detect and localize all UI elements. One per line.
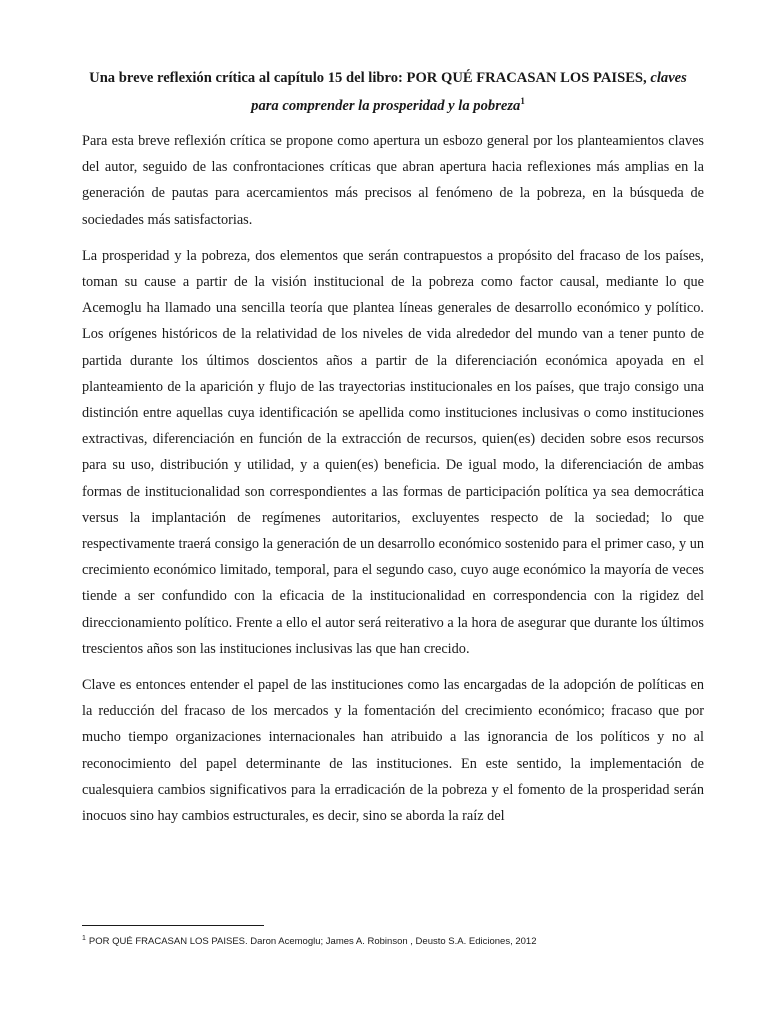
title-line-1	[70, 64, 706, 92]
body-paragraph-2: La prosperidad y la pobreza, dos elementos que serán contrapuestos a propósito del fracaso de los países, toman su cause a partir de la visión institucional de la pobreza como factor causal, mediante lo que Acemoglu ha llamado una sencilla teoría que plantea líneas generales de desarrollo económico y político. Los orígenes históricos de la relatividad de los niveles de vida alrededor del mundo van a tener punto de partida durante los últimos doscientos años a partir de la diferenciación económica apoyada en el planteamiento de la aparición y flujo de las trayectorias institucionales en los países, que trajo consigo una distinción entre aquellas cuya identificación se apellida como instituciones inclusivas o como instituciones extractivas, diferenciación en función de la extracción de recursos, quien(es) deciden sobre esos recursos para su uso, distribución y utilidad, y a quien(es) beneficia. De igual modo, la diferenciación de ambas formas de institucionalidad son correspondientes a las formas de participación política ya sea democrática versus la implantación de regímenes autoritarios, excluyentes respecto de la sociedad; lo que respectivamente traerá consigo la generación de un desarrollo económico sostenido para el primer caso, y un crecimiento económico limitado, temporal, para el segundo caso, cuyo auge económico la mayoría de veces tiende a ser confundido con la eficacia de la institucionalidad en correspondencia con la rigidez del direccionamiento político. Frente a ello el autor será reiterativo a la hora de asegurar que durante los últimos trescientos años son las instituciones inclusivas las que han crecido.	[82, 247, 704, 657]
footnote-marker: 1	[82, 935, 86, 942]
footnote	[82, 935, 704, 949]
body-paragraph-3: Clave es entonces entender el papel de las instituciones como las encargadas de la adopción de políticas en la reducción del fracaso de los mercados y la fomentación del crecimiento económico; fracaso que por mucho tiempo organizaciones internacionales han atribuido a las ignorancia de los políticos y no al reconocimiento del papel determinante de las instituciones. En este sentido, la implementación de cualesquiera cambios significativos para la erradicación de la pobreza y el fomento de la prosperidad serán inocuos sino hay cambios estructurales, es decir, sino se aborda la raíz del	[82, 677, 704, 825]
document-title	[70, 64, 706, 120]
title-bold-text: Una breve reflexión crítica al capítulo 15 del libro: POR QUÉ FRACASAN LOS PAISES,	[89, 70, 647, 86]
document-body	[82, 128, 704, 839]
footnote-text: POR QUÉ FRACASAN LOS PAISES. Daron Acemoglu; James A. Robinson , Deusto S.A. Ediciones, 2012	[88, 936, 537, 947]
footnote-separator	[82, 925, 264, 926]
title-line-2	[70, 92, 706, 120]
body-paragraph-1: Para esta breve reflexión crítica se propone como apertura un esbozo general por los planteamientos claves del autor, seguido de las confrontaciones críticas que abran apertura hacia reflexiones más amplias en la generación de pautas para acercamientos más precisos al fenómeno de la pobreza, en la búsqueda de sociedades más satisfactorias.	[82, 133, 704, 228]
title-italic-text: claves	[650, 70, 687, 86]
title-footnote-marker: 1	[520, 96, 525, 106]
title-subtitle-text: para comprender la prosperidad y la pobreza	[251, 98, 521, 114]
